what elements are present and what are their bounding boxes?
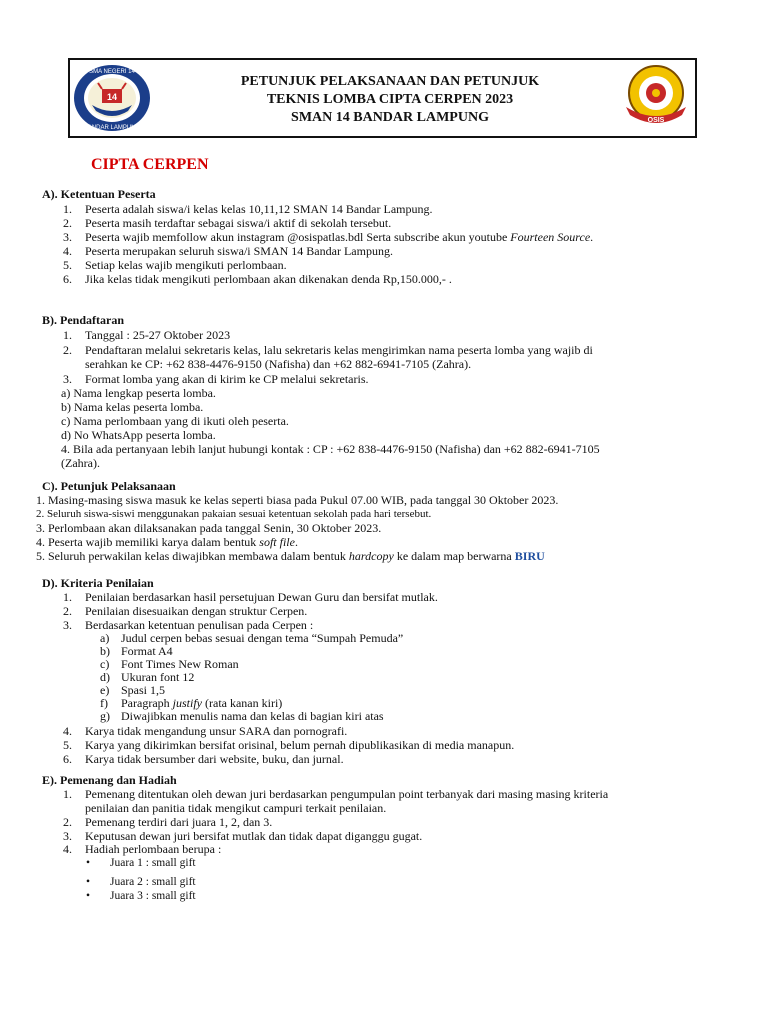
sub-item: c) Nama perlombaan yang di ikuti oleh peserta. (61, 414, 289, 428)
list-item: Tanggal : 25-27 Oktober 2023 (85, 328, 231, 342)
section-a-heading: A). Ketentuan Peserta (42, 187, 156, 201)
list-item: Karya tidak mengandung unsur SARA dan pornografi. (85, 724, 348, 738)
list-item: Peserta merupakan seluruh siswa/i SMAN 14 Bandar Lampung. (85, 244, 393, 258)
list-item: Peserta wajib memfollow akun instagram @osispatlas.bdl Serta subscribe akun youtube Fourteen Source. (85, 230, 594, 244)
list-item-continuation: penilaian dan panitia tidak mengikut campuri terkait penilaian. (85, 801, 387, 815)
list-item: Peserta masih terdaftar sebagai siswa/i aktif di sekolah tersebut. (85, 216, 392, 230)
list-item-number: 2. (63, 216, 72, 230)
section-d-heading: D). Kriteria Penilaian (42, 576, 154, 590)
sub-item: Paragraph justify (rata kanan kiri) (121, 696, 283, 710)
osis-logo (620, 63, 692, 133)
list-item: Karya yang dikirimkan bersifat orisinal, belum pernah dipublikasikan di media manapun. (85, 738, 515, 752)
bullet-icon: • (86, 857, 91, 869)
list-item: 4. Peserta wajib memiliki karya dalam bentuk soft file. (36, 535, 298, 549)
sub-item-letter: b) (100, 644, 110, 658)
list-item: Penilaian disesuaikan dengan struktur Cerpen. (85, 604, 308, 618)
list-item: 1. Masing-masing siswa masuk ke kelas seperti biasa pada Pukul 07.00 WIB, pada tanggal 30 Oktober 2023. (36, 493, 559, 507)
sub-item-letter: f) (100, 696, 108, 710)
list-item: Setiap kelas wajib mengikuti perlombaan. (85, 258, 287, 272)
list-item-number: 2. (63, 815, 72, 829)
sub-item-letter: g) (100, 709, 110, 723)
header-title-line-2: TEKNIS LOMBA CIPTA CERPEN 2023 (266, 92, 514, 107)
list-item: Pemenang terdiri dari juara 1, 2, dan 3. (85, 815, 273, 829)
list-item-number: 5. (63, 258, 72, 272)
list-item-number: 3. (63, 618, 72, 632)
svg-text:SMA NEGERI 14: SMA NEGERI 14 (89, 69, 135, 75)
biru-highlight: BIRU (514, 549, 545, 563)
list-item-number: 2. (63, 604, 72, 618)
sub-item: Judul cerpen bebas sesuai dengan tema “Sumpah Pemuda” (121, 631, 404, 645)
sub-item: Font Times New Roman (121, 657, 239, 671)
list-item-number: 1. (63, 202, 72, 216)
section-e-heading: E). Pemenang dan Hadiah (42, 773, 177, 787)
bullet-icon: • (86, 890, 91, 902)
list-item-number: 6. (63, 272, 72, 286)
list-item-number: 4. (63, 244, 72, 258)
list-item-number: 4. (63, 842, 72, 856)
svg-text:BANDAR LAMPUNG: BANDAR LAMPUNG (83, 125, 141, 131)
list-item: Peserta adalah siswa/i kelas kelas 10,11,12 SMAN 14 Bandar Lampung. (85, 202, 433, 216)
header-title-line-1: PETUNJUK PELAKSANAAN DAN PETUNJUK (240, 74, 540, 89)
sub-item: b) Nama kelas peserta lomba. (61, 400, 204, 414)
prize-item: Juara 2 : small gift (110, 876, 196, 888)
contact-note-continuation: (Zahra). (61, 456, 100, 470)
list-item: 5. Seluruh perwakilan kelas diwajibkan membawa dalam bentuk hardcopy ke dalam map berwarna BIRU (36, 549, 545, 563)
sub-item: Ukuran font 12 (121, 670, 195, 684)
list-item: Pendaftaran melalui sekretaris kelas, lalu sekretaris kelas mengirimkan nama peserta lomba yang wajib di (85, 343, 593, 357)
sub-item-letter: e) (100, 683, 110, 697)
list-item-number: 3. (63, 829, 72, 843)
header-title-line-3: SMAN 14 BANDAR LAMPUNG (291, 110, 489, 125)
list-item: Penilaian berdasarkan hasil persetujuan Dewan Guru dan bersifat mutlak. (85, 590, 438, 604)
list-item-number: 3. (63, 372, 72, 386)
list-item: Format lomba yang akan di kirim ke CP melalui sekretaris. (85, 372, 369, 386)
list-item-number: 2. (63, 343, 72, 357)
list-item-number: 4. (63, 724, 72, 738)
list-item: Berdasarkan ketentuan penulisan pada Cerpen : (85, 618, 314, 632)
sub-item-letter: c) (100, 657, 110, 671)
list-item-number: 5. (63, 738, 72, 752)
sub-item-letter: d) (100, 670, 110, 684)
list-item-number: 1. (63, 328, 72, 342)
prize-item: Juara 3 : small gift (110, 890, 196, 902)
list-item-number: 1. (63, 590, 72, 604)
list-item-number: 3. (63, 230, 72, 244)
doc-title: CIPTA CERPEN (91, 156, 209, 173)
prize-item: Juara 1 : small gift (110, 857, 196, 869)
contact-note: 4. Bila ada pertanyaan lebih lanjut hubungi kontak : CP : +62 838-4476-9150 (Nafisha) dan +62 882-6941-7105 (61, 442, 600, 456)
list-item: Jika kelas tidak mengikuti perlombaan akan dikenakan denda Rp,150.000,- . (85, 272, 452, 286)
svg-text:14: 14 (106, 92, 118, 102)
section-b-heading: B). Pendaftaran (42, 313, 124, 327)
list-item: Keputusan dewan juri bersifat mutlak dan tidak dapat diganggu gugat. (85, 829, 423, 843)
sub-item: a) Nama lengkap peserta lomba. (61, 386, 216, 400)
sub-item-letter: a) (100, 631, 110, 645)
list-item-number: 1. (63, 787, 72, 801)
list-item: Pemenang ditentukan oleh dewan juri berdasarkan pengumpulan point terbanyak dari masing masing kriteria (85, 787, 609, 801)
sub-item: Spasi 1,5 (121, 683, 166, 697)
list-item-number: 6. (63, 752, 72, 766)
section-c-heading: C). Petunjuk Pelaksanaan (42, 479, 176, 493)
sub-item: Diwajibkan menulis nama dan kelas di bagian kiri atas (121, 709, 384, 723)
osis-logo-text: OSIS (647, 117, 665, 124)
list-item: Hadiah perlombaan berupa : (85, 842, 222, 856)
list-item: 2. Seluruh siswa-siswi menggunakan pakaian sesuai ketentuan sekolah pada hari tersebut. (36, 508, 432, 520)
list-item-continuation: serahkan ke CP: +62 838-4476-9150 (Nafisha) dan +62 882-6941-7105 (Zahra). (85, 357, 472, 371)
sub-item: Format A4 (121, 644, 173, 658)
list-item: 3. Perlombaan akan dilaksanakan pada tanggal Senin, 30 Oktober 2023. (36, 521, 382, 535)
list-item: Karya tidak bersumber dari website, buku, dan jurnal. (85, 752, 344, 766)
sub-item: d) No WhatsApp peserta lomba. (61, 428, 216, 442)
school-logo (70, 63, 154, 133)
bullet-icon: • (86, 876, 91, 888)
